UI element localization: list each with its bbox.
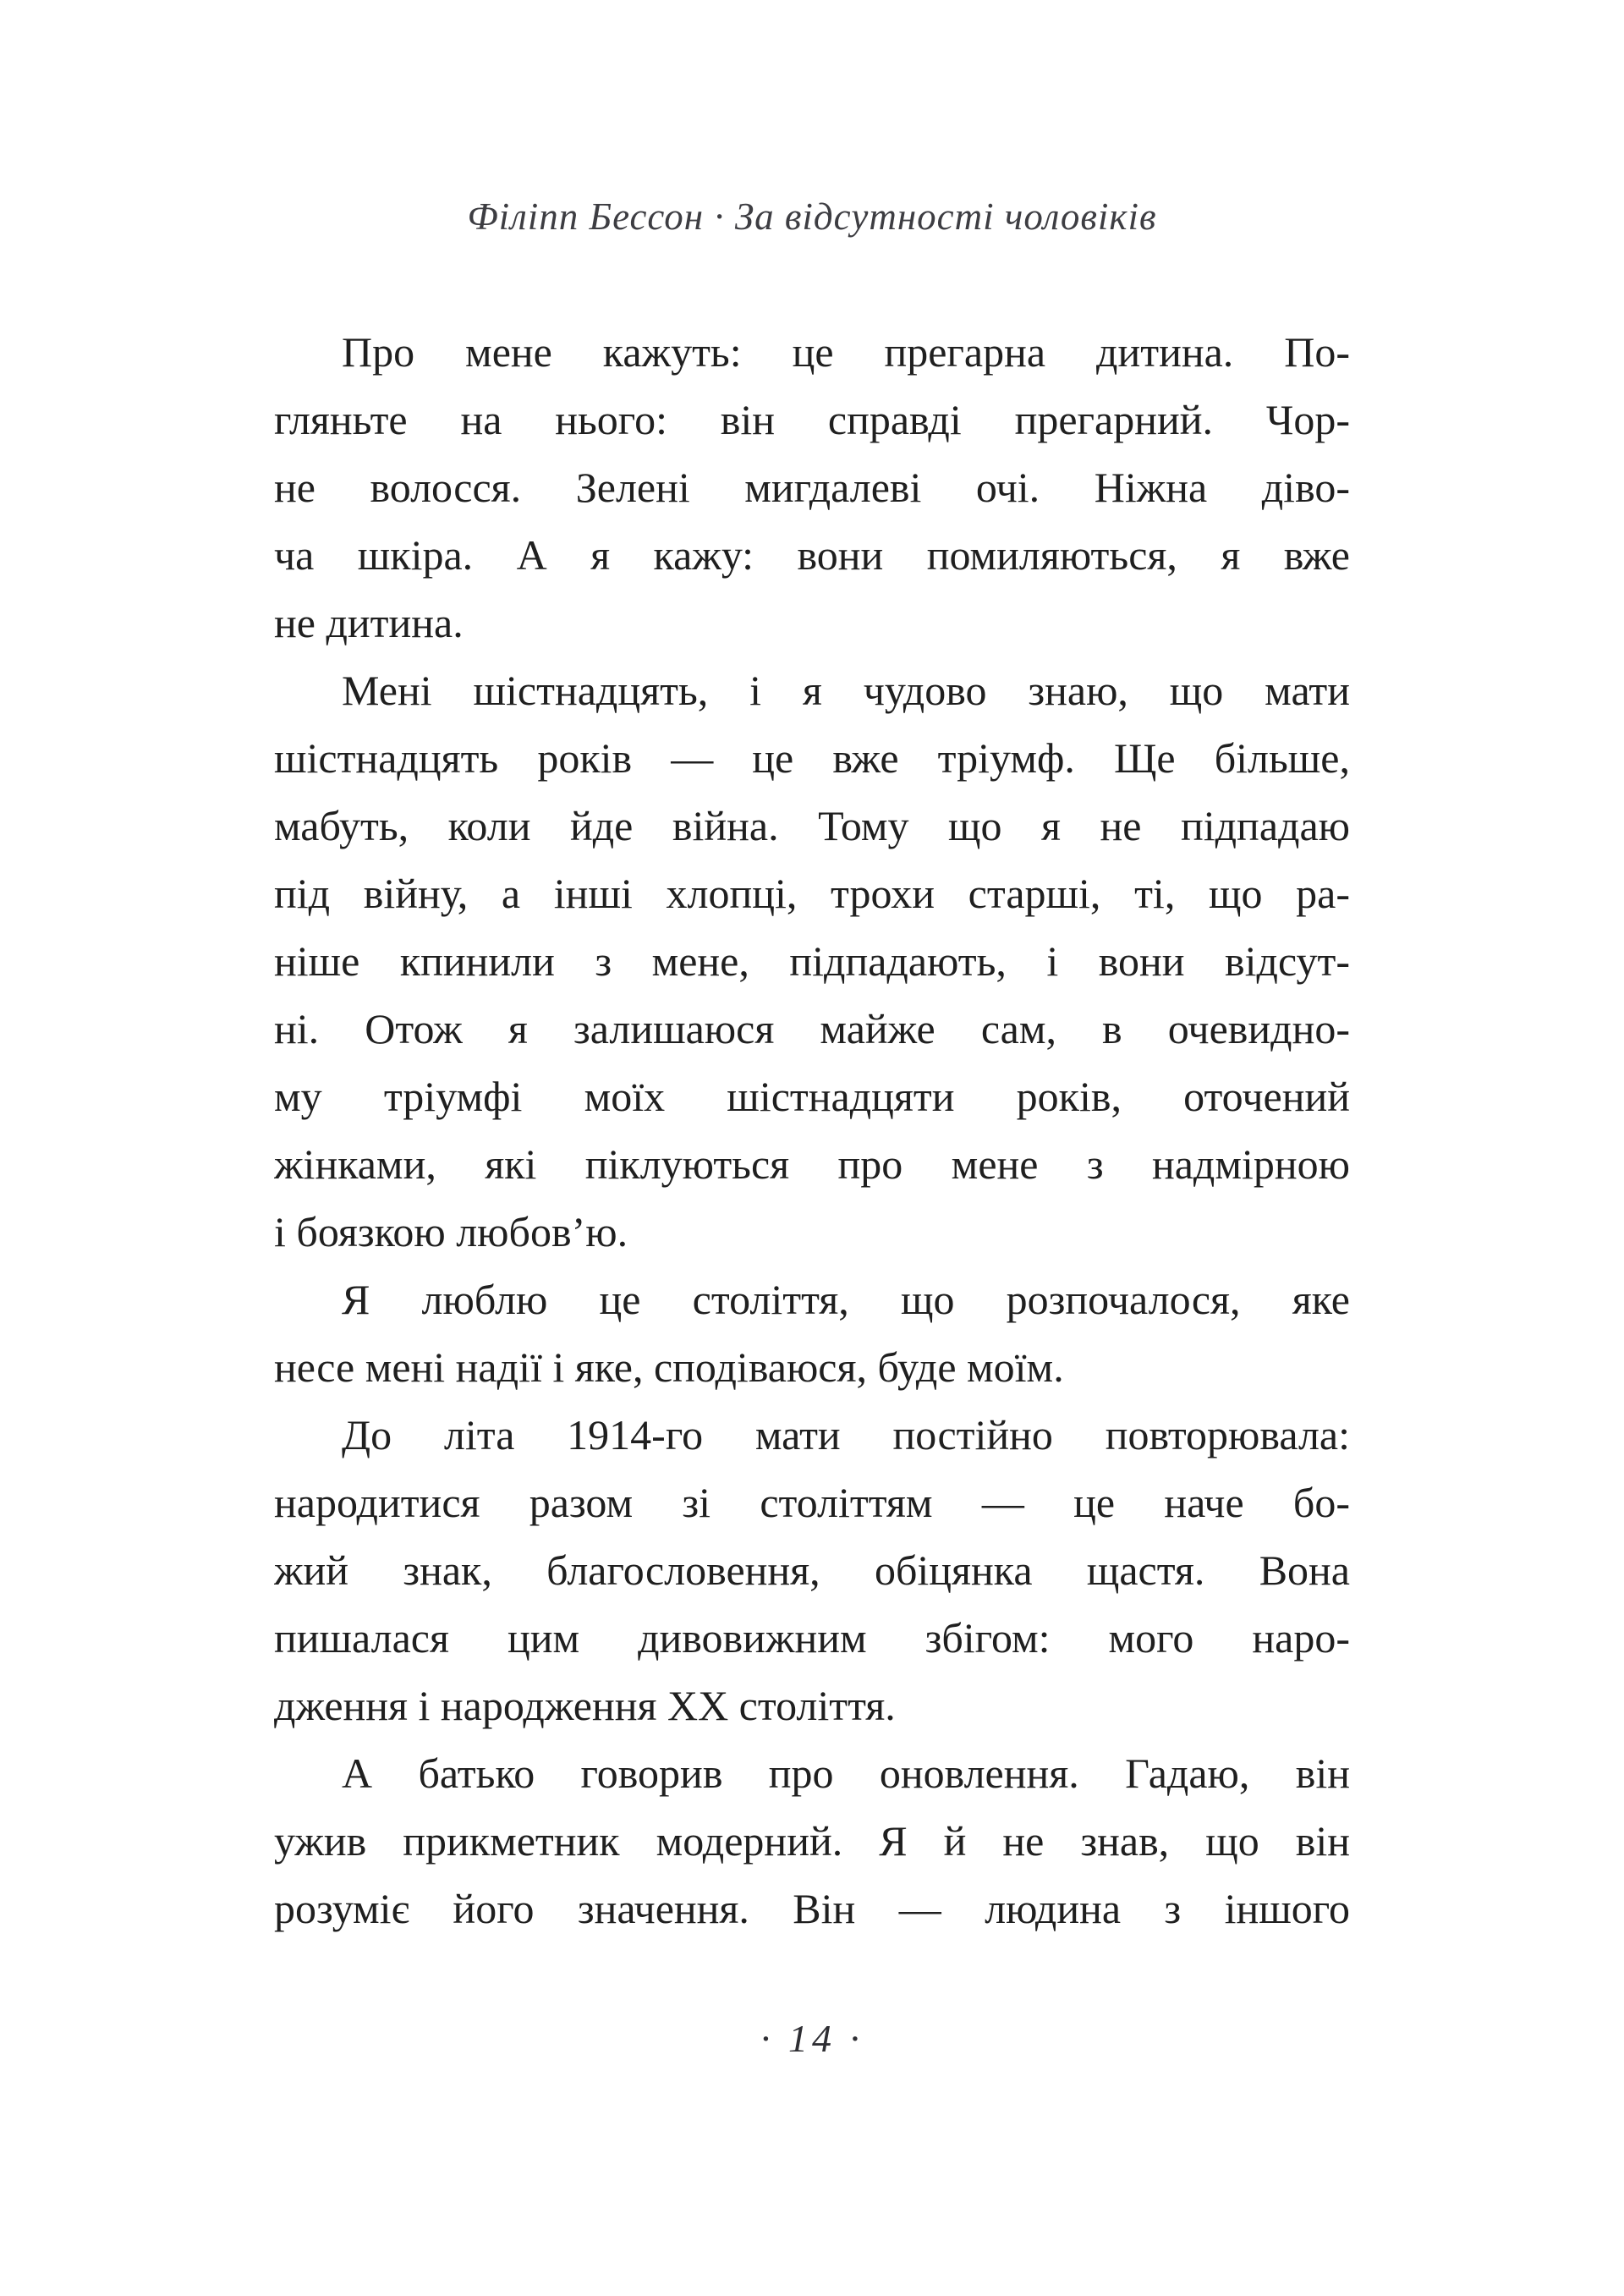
text-line: ужив прикметник модерний. Я й не знав, що він: [274, 1817, 1350, 1865]
text-line: Мені шістнадцять, і я чудово знаю, що мати: [342, 667, 1350, 714]
body-text: [274, 318, 1350, 1942]
text-line: Я люблю це століття, що розпочалося, яке: [342, 1276, 1350, 1323]
text-line: несе мені надії і яке, сподіваюся, буде моїм.: [274, 1343, 1064, 1391]
text-line: А батько говорив про оновлення. Гадаю, він: [342, 1749, 1350, 1797]
text-line: народитися разом зі століттям — це наче бо-: [274, 1479, 1350, 1526]
text-line: розуміє його значення. Він — людина з іншого: [274, 1885, 1350, 1932]
text-line: дження і народження ХХ століття.: [274, 1682, 896, 1729]
text-line: гляньте на нього: він справді прегарний. Чор-: [274, 396, 1350, 443]
running-header: Філіпп Бессон · За відсутності чоловіків: [467, 195, 1157, 238]
text-line: ні. Отож я залишаюся майже сам, в очевидно-: [274, 1005, 1350, 1052]
text-line: під війну, а інші хлопці, трохи старші, ті, що ра-: [274, 870, 1350, 917]
text-line: жінками, які піклуються про мене з надмірною: [274, 1140, 1350, 1188]
text-line: мабуть, коли йде війна. Тому що я не підпадаю: [274, 802, 1350, 849]
text-line: не дитина.: [274, 599, 464, 646]
text-line: ча шкіра. А я кажу: вони помиляються, я вже: [274, 531, 1350, 579]
text-line: і боязкою любов’ю.: [274, 1208, 628, 1255]
page-number: · 14 ·: [760, 2017, 864, 2060]
text-line: му тріумфі моїх шістнадцяти років, оточений: [274, 1073, 1350, 1120]
text-line: жий знак, благословення, обіцянка щастя. Вона: [274, 1546, 1350, 1594]
text-line: ніше кпинили з мене, підпадають, і вони відсут-: [274, 937, 1350, 985]
text-line: Про мене кажуть: це прегарна дитина. По-: [342, 328, 1350, 376]
text-line: До літа 1914-го мати постійно повторювала:: [342, 1411, 1350, 1458]
text-line: не волосся. Зелені мигдалеві очі. Ніжна діво-: [274, 464, 1350, 511]
text-line: шістнадцять років — це вже тріумф. Ще більше,: [274, 734, 1350, 782]
text-line: пишалася цим дивовижним збігом: мого наро-: [274, 1614, 1350, 1662]
